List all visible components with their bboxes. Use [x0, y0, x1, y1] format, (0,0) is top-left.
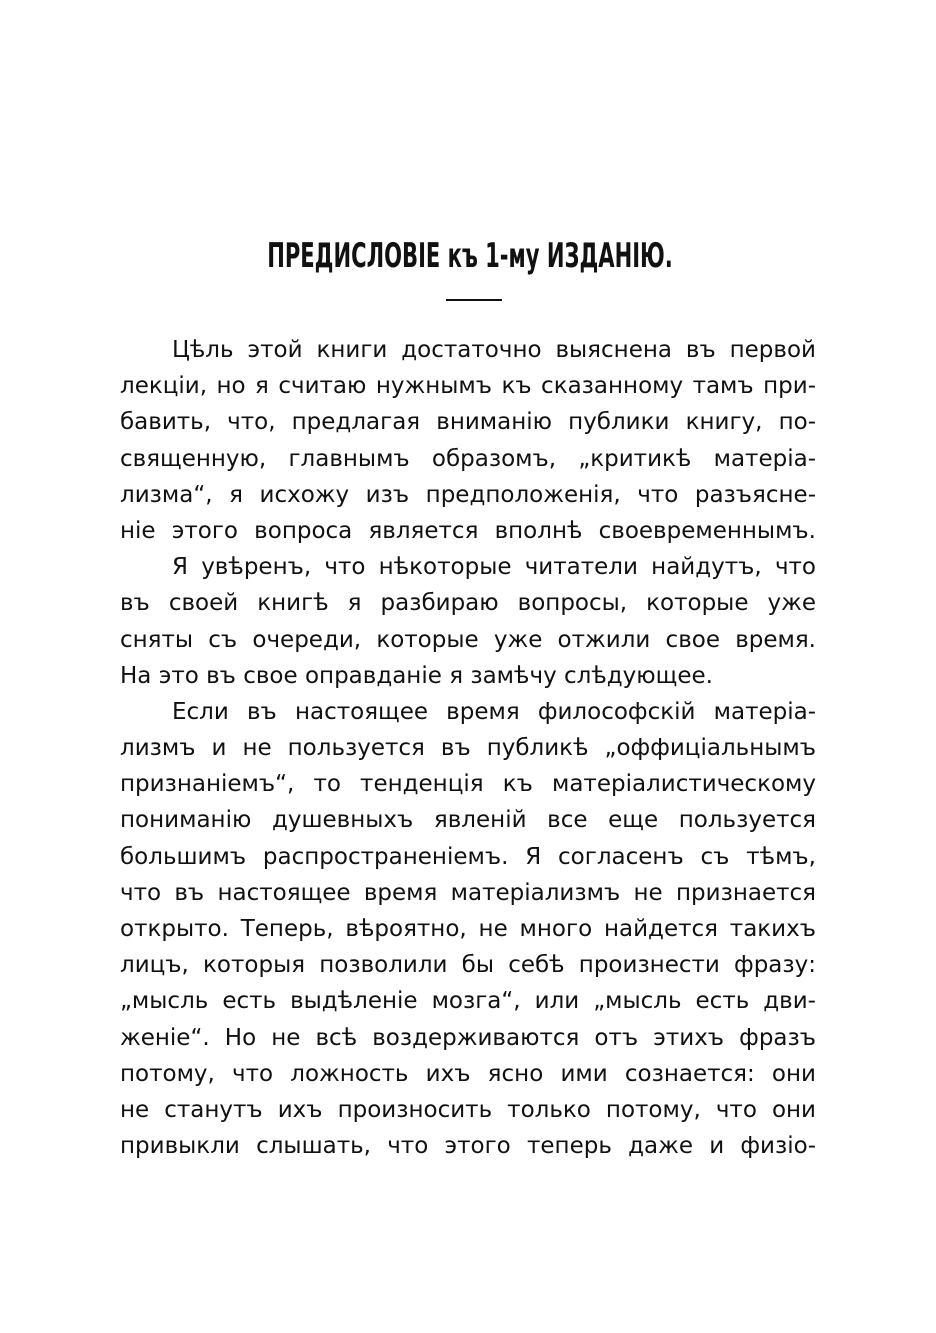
title-divider	[446, 299, 502, 301]
text-line: лицъ, которыя позволили бы себѣ произнести фразу:	[120, 952, 816, 979]
text-line: бавить, что, предлагая вниманію публики книгу, по-	[120, 409, 816, 436]
text-line: лизма“, я исхожу изъ предположенія, что разъясне-	[120, 481, 816, 508]
text-line: лекціи, но я считаю нужнымъ къ сказанному тамъ при-	[120, 373, 816, 400]
text-line: не станутъ ихъ произносить только потому, что они	[120, 1096, 816, 1123]
text-line: Я увѣренъ, что нѣкоторые читатели найдутъ, что	[172, 554, 816, 581]
text-line: привыкли слышать, что этого теперь даже и физіо-	[120, 1133, 816, 1160]
page-title: ПРЕДИСЛОВІЕ къ 1-му ИЗДАНІЮ.	[267, 236, 673, 276]
text-line: большимъ распространеніемъ. Я согласенъ съ тѣмъ,	[120, 843, 816, 870]
text-line: сняты съ очереди, которые уже отжили свое время.	[120, 626, 816, 653]
text-line: что въ настоящее время матеріализмъ не признается	[120, 879, 816, 906]
text-line: ніе этого вопроса является вполнѣ своевременнымъ.	[120, 517, 816, 544]
text-line: открыто. Теперь, вѣроятно, не много найдется такихъ	[120, 916, 816, 942]
preface-text	[120, 332, 816, 1164]
text-line: пониманію душевныхъ явленій все еще пользуется	[120, 807, 816, 834]
text-line: Цѣль этой книги достаточно выяснена въ первой	[172, 337, 816, 363]
text-line: „мысль есть выдѣленіе мозга“, или „мысль есть дви-	[120, 988, 816, 1015]
text-line: священную, главнымъ образомъ, „критикѣ матеріа-	[120, 445, 816, 472]
text-line: женіе“. Но не всѣ воздерживаются отъ этихъ фразъ	[120, 1024, 816, 1051]
text-line: признаніемъ“, то тенденція къ матеріалистическому	[120, 771, 816, 798]
text-line: Если въ настоящее время философскій матеріа-	[172, 698, 816, 725]
text-line: На это въ свое оправданіе я замѣчу слѣдующее.	[120, 662, 713, 689]
text-line: потому, что ложность ихъ ясно ими сознается: они	[120, 1060, 816, 1087]
text-line: въ своей книгѣ я разбираю вопросы, которые уже	[120, 590, 816, 617]
text-line: лизмъ и не пользуется въ публикѣ „оффиціальнымъ	[120, 735, 816, 762]
